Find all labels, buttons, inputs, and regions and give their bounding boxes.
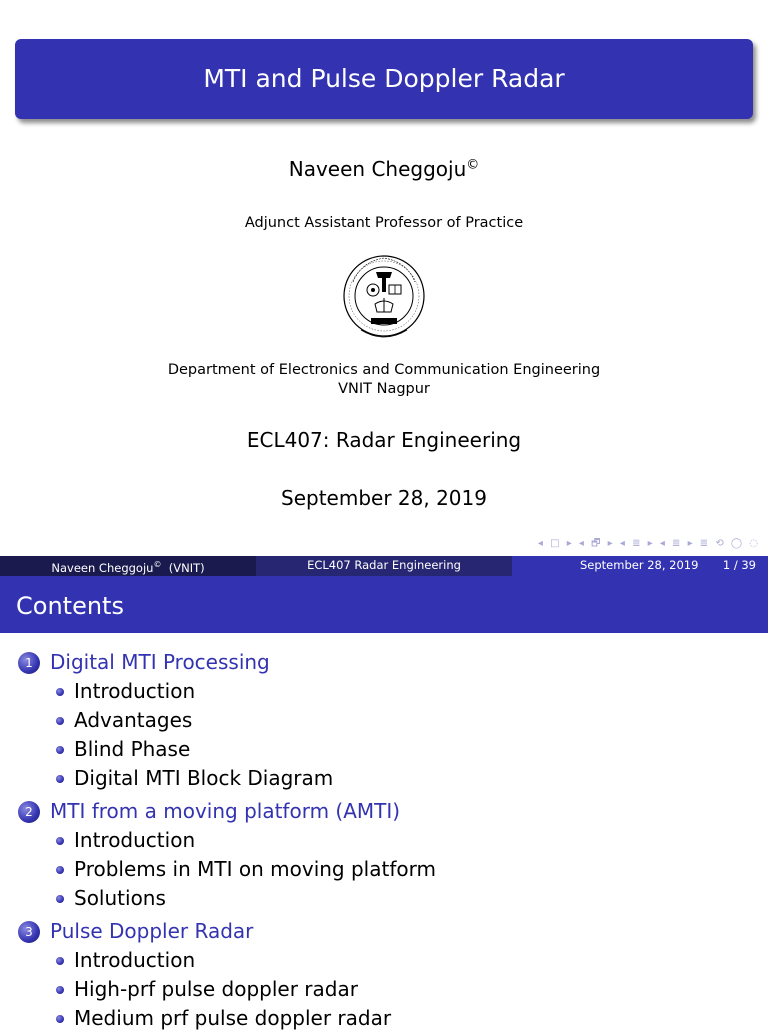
author: [0, 157, 768, 181]
section-number-badge: 3: [18, 921, 40, 943]
subsection-label: Blind Phase: [74, 737, 191, 761]
slide-title: MTI and Pulse Doppler Radar: [15, 39, 753, 119]
toc-subsection[interactable]: [18, 679, 436, 708]
subsection-label: Introduction: [74, 679, 196, 703]
author-mark: ©: [466, 157, 480, 173]
toc-subsection[interactable]: [18, 708, 436, 737]
subsection-label: Solutions: [74, 886, 166, 910]
toc-subsection[interactable]: [18, 886, 436, 915]
toc-subsection[interactable]: [18, 948, 436, 977]
footer-author: Naveen Cheggoju: [51, 560, 154, 575]
subsection-label: Introduction: [74, 948, 196, 972]
slide-footer: [0, 556, 768, 576]
toc-subsection[interactable]: [18, 857, 436, 886]
toc-subsection[interactable]: [18, 828, 436, 857]
toc-subsection[interactable]: [18, 737, 436, 766]
bullet-icon: [56, 866, 64, 874]
section-title: MTI from a moving platform (AMTI): [50, 799, 401, 823]
bullet-icon: [56, 957, 64, 965]
subsection-label: High-prf pulse doppler radar: [74, 977, 358, 1001]
subsection-label: Medium prf pulse doppler radar: [74, 1006, 392, 1030]
bullet-icon: [56, 837, 64, 845]
frame-title: Contents: [0, 576, 768, 633]
toc-section-3[interactable]: [18, 919, 436, 948]
toc-section-1[interactable]: [18, 650, 436, 679]
subsection-label: Digital MTI Block Diagram: [74, 766, 334, 790]
footer-date: September 28, 2019: [580, 558, 699, 572]
institute: VNIT Nagpur: [338, 381, 430, 397]
bullet-icon: [56, 1015, 64, 1023]
toc-section-2[interactable]: [18, 799, 436, 828]
bullet-icon: [56, 986, 64, 994]
toc-subsection[interactable]: [18, 766, 436, 795]
contents-slide: [0, 576, 768, 1030]
author-name: Naveen Cheggoju: [288, 157, 467, 181]
bullet-icon: [56, 746, 64, 754]
department-block: [0, 361, 768, 399]
beamer-navigation-icons[interactable]: ◂ □ ▸ ◂ 🗗 ▸ ◂ ≣ ▸ ◂ ≣ ▸ ≣ ⟲ ◯ ◌: [537, 538, 760, 549]
subsection-label: Problems in MTI on moving platform: [74, 857, 436, 881]
footer-course: ECL407 Radar Engineering: [256, 556, 512, 576]
table-of-contents: [18, 650, 436, 1035]
course-title: ECL407: Radar Engineering: [246, 428, 522, 452]
department: Department of Electronics and Communication Engineering: [167, 362, 601, 378]
bullet-icon: [56, 717, 64, 725]
affiliation: Adjunct Assistant Professor of Practice: [244, 215, 524, 231]
footer-author-mark: ©: [153, 560, 162, 569]
section-number-badge: 1: [18, 652, 40, 674]
section-title: Pulse Doppler Radar: [50, 919, 254, 943]
footer-page: 1 / 39: [722, 558, 756, 572]
section-number-badge: 2: [18, 801, 40, 823]
subsection-label: Advantages: [74, 708, 193, 732]
section-title: Digital MTI Processing: [50, 650, 270, 674]
bullet-icon: [56, 688, 64, 696]
footer-date-box: [512, 556, 768, 576]
bullet-icon: [56, 895, 64, 903]
vnit-logo-icon: [341, 252, 427, 342]
toc-subsection[interactable]: [18, 977, 436, 1006]
footer-institute: (VNIT): [168, 560, 205, 575]
footer-author-box: [0, 556, 256, 576]
subsection-label: Introduction: [74, 828, 196, 852]
presentation-date: September 28, 2019: [281, 486, 487, 510]
bullet-icon: [56, 775, 64, 783]
toc-subsection[interactable]: [18, 1006, 436, 1035]
